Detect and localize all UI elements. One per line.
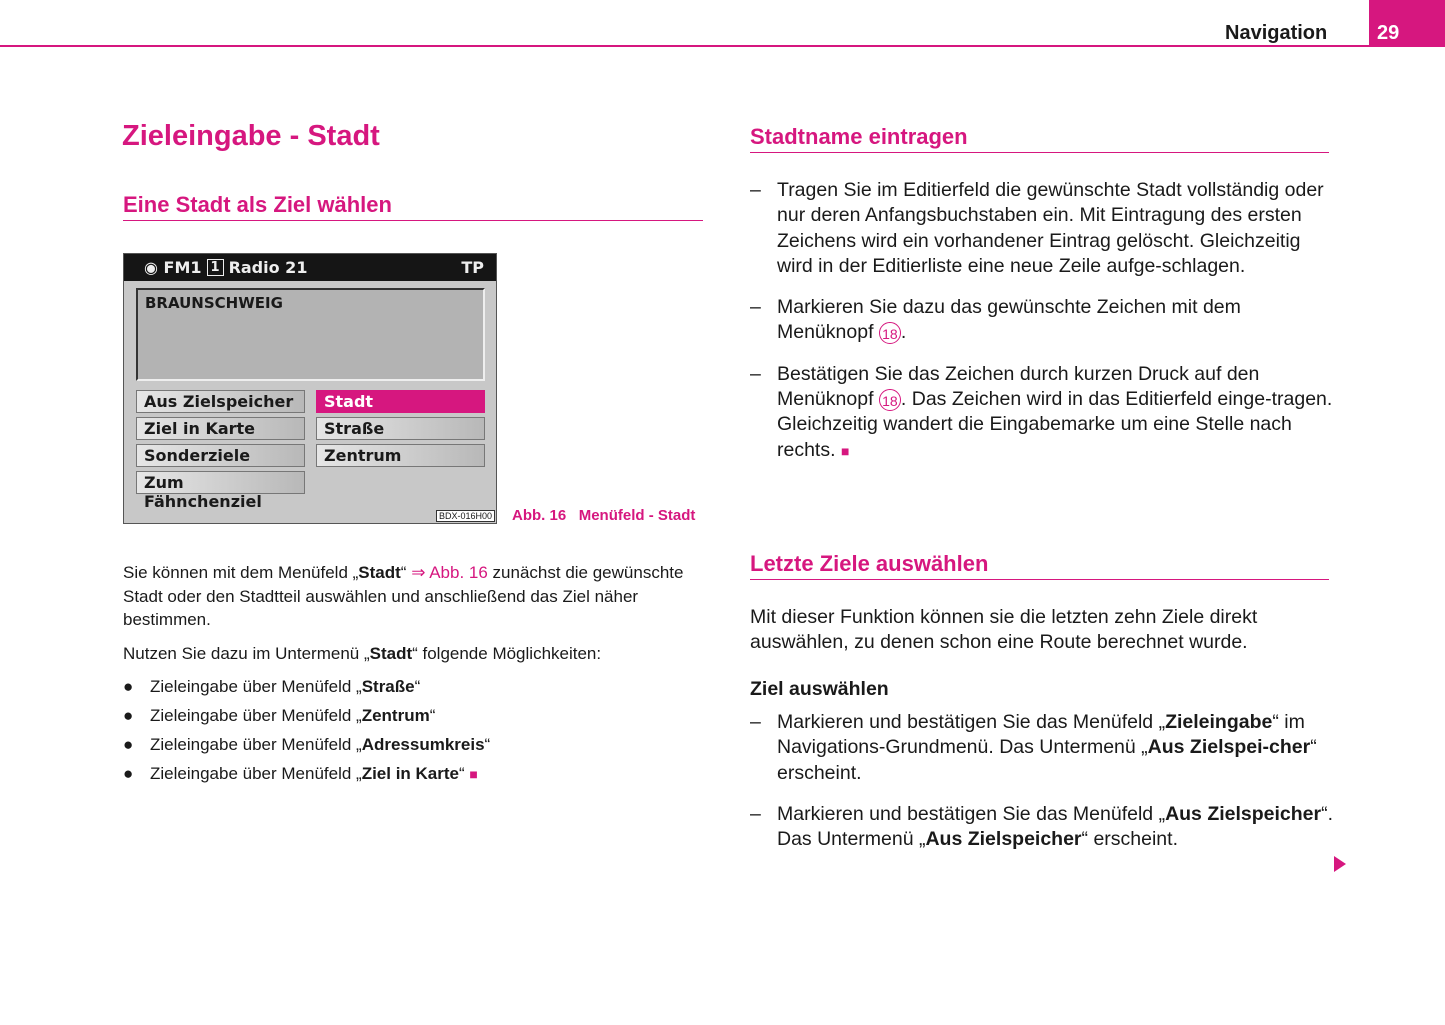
continue-arrow-icon — [1334, 856, 1346, 872]
step: – Markieren und bestätigen Sie das Menüfeld „Zieleingabe“ im Navigations-Grundmenü. Das Untermenü „Aus Zielspei-cher“ erscheint. — [750, 710, 1340, 786]
menu-zentrum[interactable]: Zentrum — [316, 444, 485, 467]
figure-code: BDX-016H00 — [436, 510, 495, 522]
menu-knob-18-icon: 18 — [879, 322, 901, 344]
list-item: ● Zieleingabe über Menüfeld „Straße“ — [123, 677, 421, 696]
header-rule — [0, 45, 1445, 47]
step: – Markieren und bestätigen Sie das Menüfeld „Aus Zielspeicher“. Das Untermenü „Aus Zielspeicher“ erscheint. — [750, 802, 1340, 853]
navigation-screen-figure — [123, 253, 497, 524]
paragraph-letzte-ziele: Mit dieser Funktion können sie die letzten zehn Ziele direkt auswählen, zu denen schon eine Route berechnet wurde. — [750, 606, 1258, 654]
menu-aus-zielspeicher[interactable]: Aus Zielspeicher — [136, 390, 305, 413]
station-name: Radio 21 — [228, 258, 308, 277]
menu-strasse[interactable]: Straße — [316, 417, 485, 440]
preset-number: 1 — [207, 259, 224, 276]
subheading-stadt-waehlen: Eine Stadt als Ziel wählen — [123, 192, 703, 221]
status-bar — [124, 254, 496, 281]
page-title: Zieleingabe - Stadt — [122, 120, 380, 152]
step: – Markieren Sie dazu das gewünschte Zeichen mit dem Menüknopf 18 . — [750, 295, 1340, 346]
step: – Bestätigen Sie das Zeichen durch kurzen Druck auf den Menüknopf 18 . Das Zeichen wird in das Editierfeld einge-tragen. Gleichzeitig wandert die Eingabemarke um eine Stelle nach rechts. ■ — [750, 362, 1340, 464]
paragraph-intro: Sie können mit dem Menüfeld „Stadt“ ⇒ Abb. 16 zunächst die gewünschte Stadt oder den Stadtteil auswählen und anschließend das Ziel näher bestimmen. — [123, 563, 684, 629]
menu-ziel-in-karte[interactable]: Ziel in Karte — [136, 417, 305, 440]
figure-link[interactable]: ⇒ Abb. 16 — [411, 563, 488, 582]
subheading-ziel-auswaehlen: Ziel auswählen — [750, 678, 889, 700]
steps-ziel — [750, 710, 1340, 852]
subheading-stadtname: Stadtname eintragen — [750, 124, 1329, 153]
band-label: FM1 — [163, 258, 202, 277]
radio-icon: ◉ — [144, 258, 164, 277]
menu-stadt[interactable]: Stadt — [316, 390, 485, 413]
steps-stadtname — [750, 178, 1340, 464]
tp-indicator: TP — [461, 258, 484, 277]
end-mark-icon: ■ — [469, 766, 478, 782]
menu-zum-faehnchenziel[interactable]: Zum Fähnchenziel — [136, 471, 305, 494]
end-mark-icon: ■ — [840, 442, 850, 459]
step: – Tragen Sie im Editierfeld die gewünschte Stadt vollständig oder nur deren Anfangsbuchstaben ein. Mit Eintragung des ersten Zeichens wird ein vorhandener Eintrag gelöscht. Gleichzeitig wird in der Editierliste eine neue Zeile aufge-schlagen. — [750, 178, 1340, 279]
list-item: ● Zieleingabe über Menüfeld „Ziel in Karte“ ■ — [123, 764, 478, 783]
page-number: 29 — [1369, 0, 1445, 47]
section-title: Navigation — [1225, 22, 1328, 44]
menu-sonderziele[interactable]: Sonderziele — [136, 444, 305, 467]
figure-caption: Abb. 16 Menüfeld - Stadt — [512, 507, 696, 524]
edit-field: BRAUNSCHWEIG — [136, 288, 485, 381]
menu-knob-18-icon: 18 — [879, 389, 901, 411]
subheading-letzte-ziele: Letzte Ziele auswählen — [750, 551, 1329, 580]
list-item: ● Zieleingabe über Menüfeld „Zentrum“ — [123, 706, 436, 725]
list-item: ● Zieleingabe über Menüfeld „Adressumkreis“ — [123, 735, 491, 754]
paragraph-options: Nutzen Sie dazu im Untermenü „Stadt“ folgende Möglichkeiten: — [123, 644, 602, 663]
